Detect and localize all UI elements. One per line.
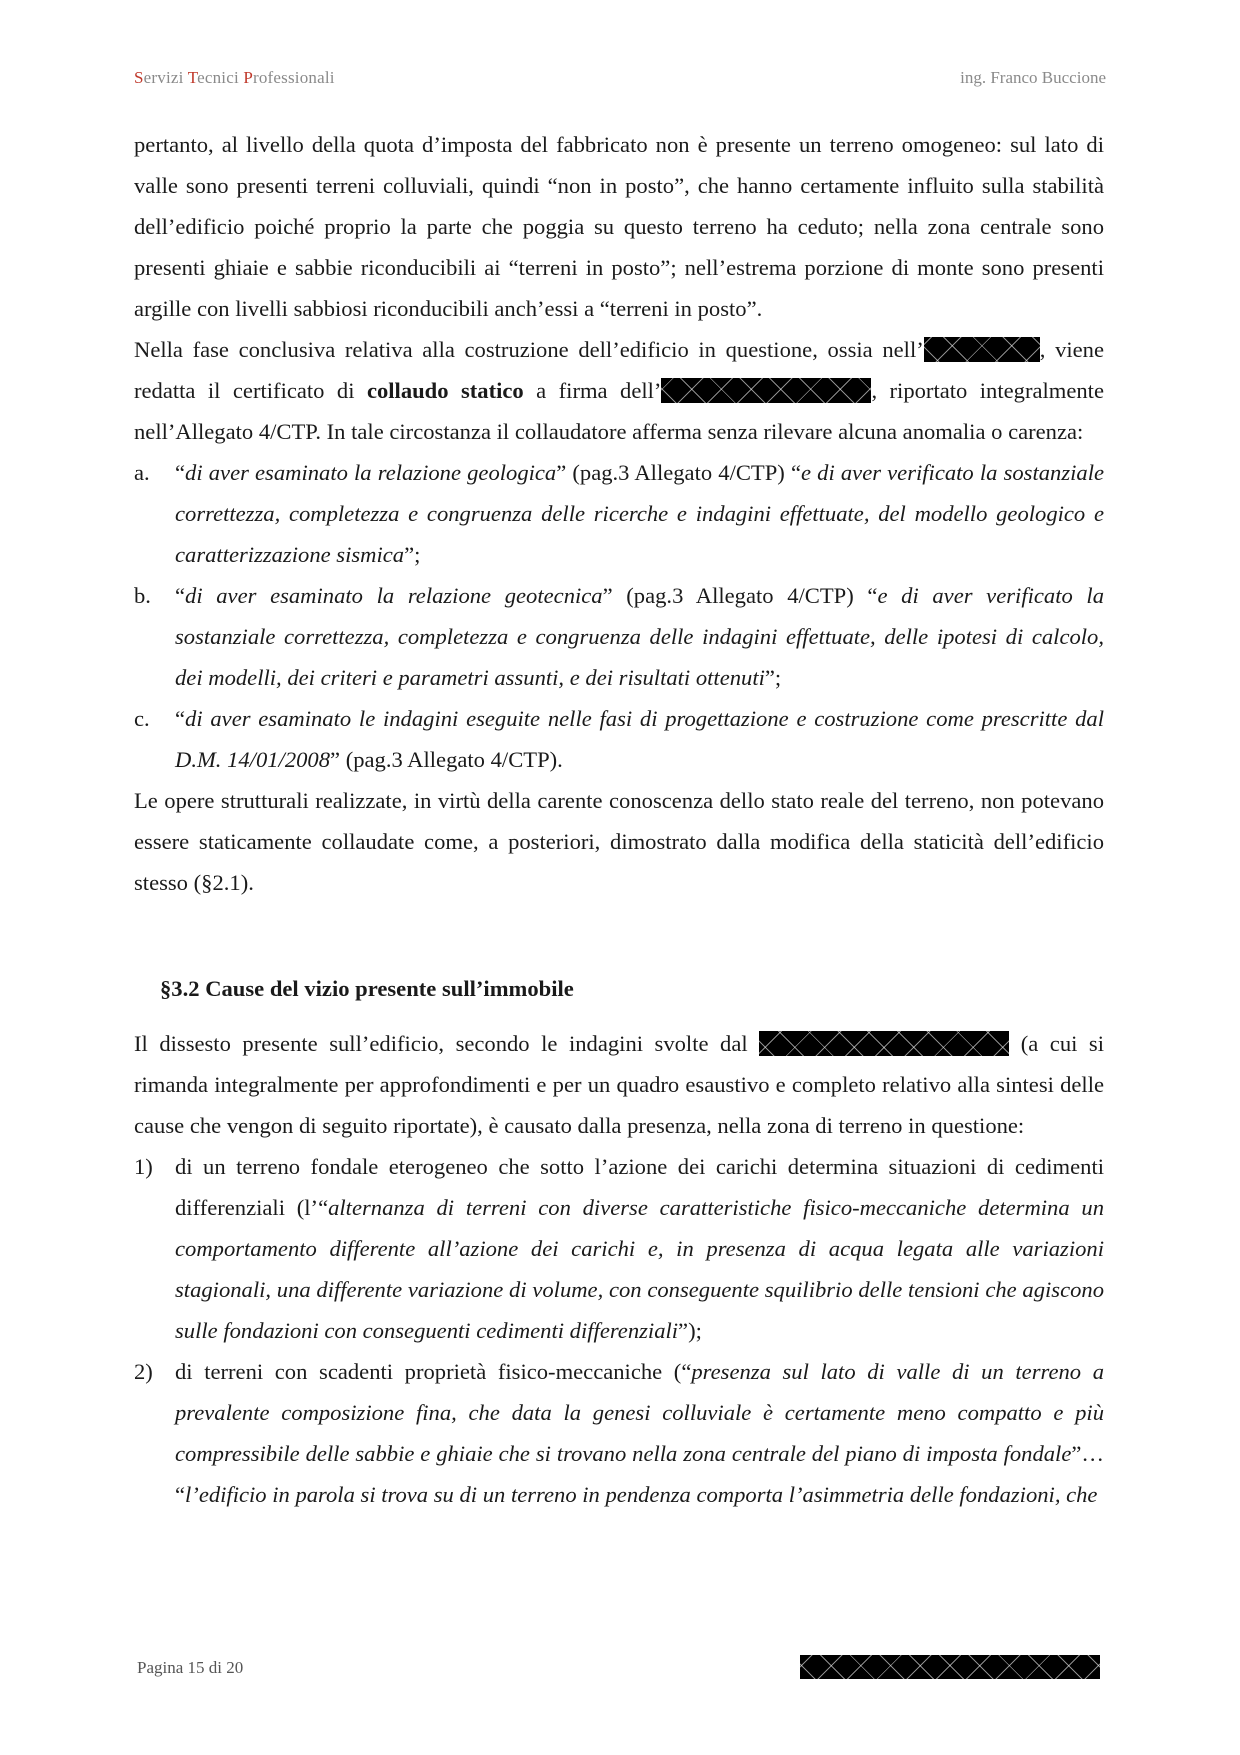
paragraph-2: Nella fase conclusiva relativa alla costruzione dell’edificio in questione, ossia nell’ , viene redatta il certificato di collaudo statico a firma dell’ , riportato integralmente nell’Allegato 4/CTP. In tale circostanza il collaudatore afferma senza rilevare alcuna anomalia o carenza: — [134, 337, 1104, 444]
footer-redaction-box — [800, 1655, 1100, 1679]
list-item-b: b. “di aver esaminato la relazione geotecnica” (pag.3 Allegato 4/CTP) “e di aver verificato la sostanziale correttezza, completezza e congruenza delle indagini effettuate, delle ipotesi di calcolo, dei modelli, dei criteri e parametri assunti, e dei risultati ottenuti”; — [134, 583, 1104, 690]
header-word-3: Professionali — [243, 68, 335, 87]
document-body — [134, 124, 1104, 1515]
list-item-c: c. “di aver esaminato le indagini eseguite nelle fasi di progettazione e costruzione come prescritte dal D.M. 14/01/2008” (pag.3 Allegato 4/CTP). — [134, 706, 1104, 772]
list-item-a: a. “di aver esaminato la relazione geologica” (pag.3 Allegato 4/CTP) “e di aver verificato la sostanziale correttezza, completezza e congruenza delle ricerche e indagini effettuate, del modello geologico e caratterizzazione sismica”; — [134, 460, 1104, 567]
header-title — [134, 68, 335, 88]
list-item-2: 2) di terreni con scadenti proprietà fisico-meccaniche (“presenza sul lato di valle di un terreno a prevalente composizione fina, che data la genesi colluviale è certamente meno compatto e più compressibile delle sabbie e ghiaie che si trovano nella zona centrale del piano di imposta fondale”… “l’edificio in parola si trova su di un terreno in pendenza comporta l’asimmetria delle fondazioni, che — [134, 1359, 1104, 1507]
paragraph-1: pertanto, al livello della quota d’imposta del fabbricato non è presente un terreno omogeneo: sul lato di valle sono presenti terreni colluviali, quindi “non in posto”, che hanno certamente influito sulla stabilità dell’edificio poiché proprio la parte che poggia su questo terreno ha ceduto; nella zona centrale sono presenti ghiaie e sabbie riconducibili ai “terreni in posto”; nell’estrema porzione di monte sono presenti argille con livelli sabbiosi riconducibili anch’essi a “terreni in posto”. — [134, 132, 1104, 321]
page-number: Pagina 15 di 20 — [137, 1658, 244, 1677]
redaction-box — [661, 378, 871, 403]
redaction-box — [759, 1031, 1009, 1056]
redaction-box — [924, 337, 1040, 362]
section-heading: §3.2 Cause del vizio presente sull’immobile — [160, 976, 574, 1001]
paragraph-3: Le opere strutturali realizzate, in virtù della carente conoscenza dello stato reale del terreno, non potevano essere staticamente collaudate come, a posteriori, dimostrato dalla modifica della staticità dell’edificio stesso (§2.1). — [134, 788, 1104, 895]
paragraph-4: Il dissesto presente sull’edificio, secondo le indagini svolte dal (a cui si rimanda integralmente per approfondimenti e per un quadro esaustivo e completo relativo alla sintesi delle cause che vengon di seguito riportate), è causato dalla presenza, nella zona di terreno in questione: — [134, 1031, 1105, 1138]
header-word-1: Servizi — [134, 68, 188, 87]
header-word-2: Tecnici — [187, 68, 244, 87]
list-item-1: 1) di un terreno fondale eterogeneo che sotto l’azione dei carichi determina situazioni di cedimenti differenziali (l’“alternanza di terreni con diverse caratteristiche fisico-meccaniche determina un comportamento differente all’azione dei carichi e, in presenza di acqua legata alle variazioni stagionali, una differente variazione di volume, con conseguente squilibrio delle tensioni che agiscono sulle fondazioni con conseguenti cedimenti differenziali”); — [134, 1154, 1104, 1343]
header-author: ing. Franco Buccione — [960, 68, 1106, 87]
